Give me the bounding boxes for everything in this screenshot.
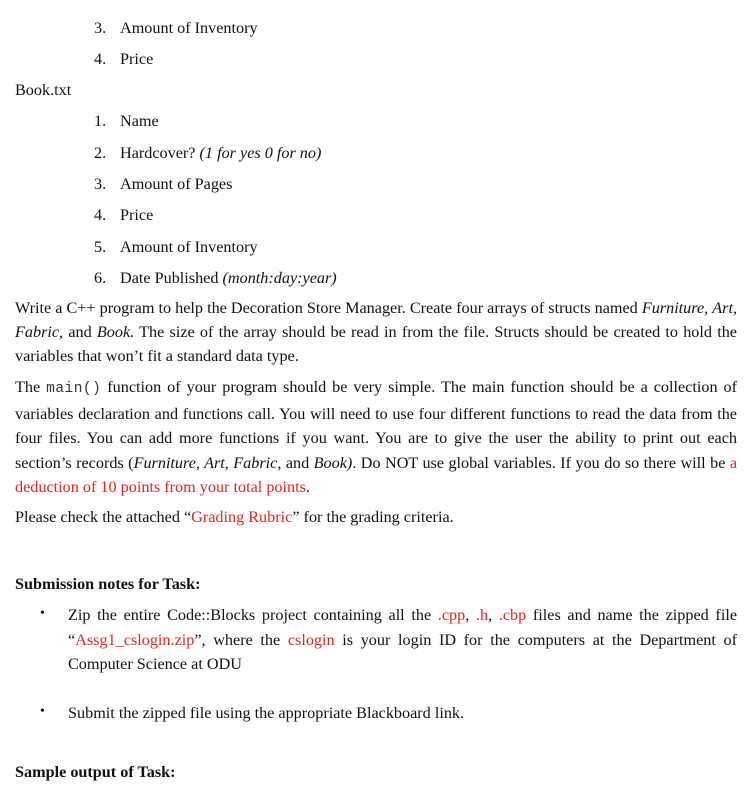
rubric-paragraph: Please check the attached “Grading Rubric” for the grading criteria.	[15, 508, 454, 526]
bullet-item	[40, 701, 737, 727]
list-label: Price	[120, 50, 154, 68]
list-number: 4.	[94, 50, 107, 68]
penalty-text: a deduction of 10 points from your total points	[15, 453, 738, 497]
bullet-item	[40, 603, 737, 677]
list-item: 3. Amount of Pages	[94, 175, 233, 193]
grading-rubric-link[interactable]: Grading Rubric	[191, 508, 293, 526]
list-item: 4. Price	[94, 206, 154, 224]
list-item	[94, 47, 153, 71]
list-label: Amount of Inventory	[120, 19, 258, 37]
book-file-heading: Book.txt	[15, 81, 72, 99]
main-function-paragraph: The main() function of your program should be very simple. The main function should be a collection of variables declaration and functions call. You will need to use four different functions to read the data from the four files. You can add more functions if you want. You are to give the user the ability to print out each section’s records (Furniture, Art, Fabric, and Book). Do NOT use global variables. If you do so there will be a deduction of 10 points from your total points.	[15, 378, 738, 497]
list-item: 1. Name	[94, 112, 159, 130]
list-note: (1 for yes 0 for no)	[199, 144, 322, 162]
bullet-icon: •	[40, 704, 45, 719]
list-note: (month:day:year)	[222, 269, 337, 287]
list-number: 3.	[94, 19, 107, 37]
list-item: 2. Hardcover? (1 for yes 0 for no)	[94, 144, 322, 162]
list-item: 6. Date Published (month:day:year)	[94, 269, 337, 287]
bullet-icon: •	[40, 606, 45, 621]
bullet-text: Zip the entire Code::Blocks project containing all the .cpp, .h, .cbp files and name the zipped file “Assg1_cslogin.zip”, where the cslogin is your login ID for the computers at the Department of Computer Science at ODU	[68, 606, 738, 673]
sample-output-heading: Sample output of Task:	[15, 763, 176, 781]
list-item	[94, 16, 258, 40]
submission-heading: Submission notes for Task:	[15, 575, 201, 593]
task-description-paragraph: Write a C++ program to help the Decoration Store Manager. Create four arrays of structs named Furniture, Art, Fabric, and Book. The size of the array should be read in from the file. Structs should be created to hold the variables that won’t fit a standard data type.	[15, 299, 738, 365]
bullet-text: Submit the zipped file using the appropriate Blackboard link.	[68, 704, 465, 722]
list-item: 5. Amount of Inventory	[94, 238, 258, 256]
code-main: main()	[46, 381, 102, 397]
